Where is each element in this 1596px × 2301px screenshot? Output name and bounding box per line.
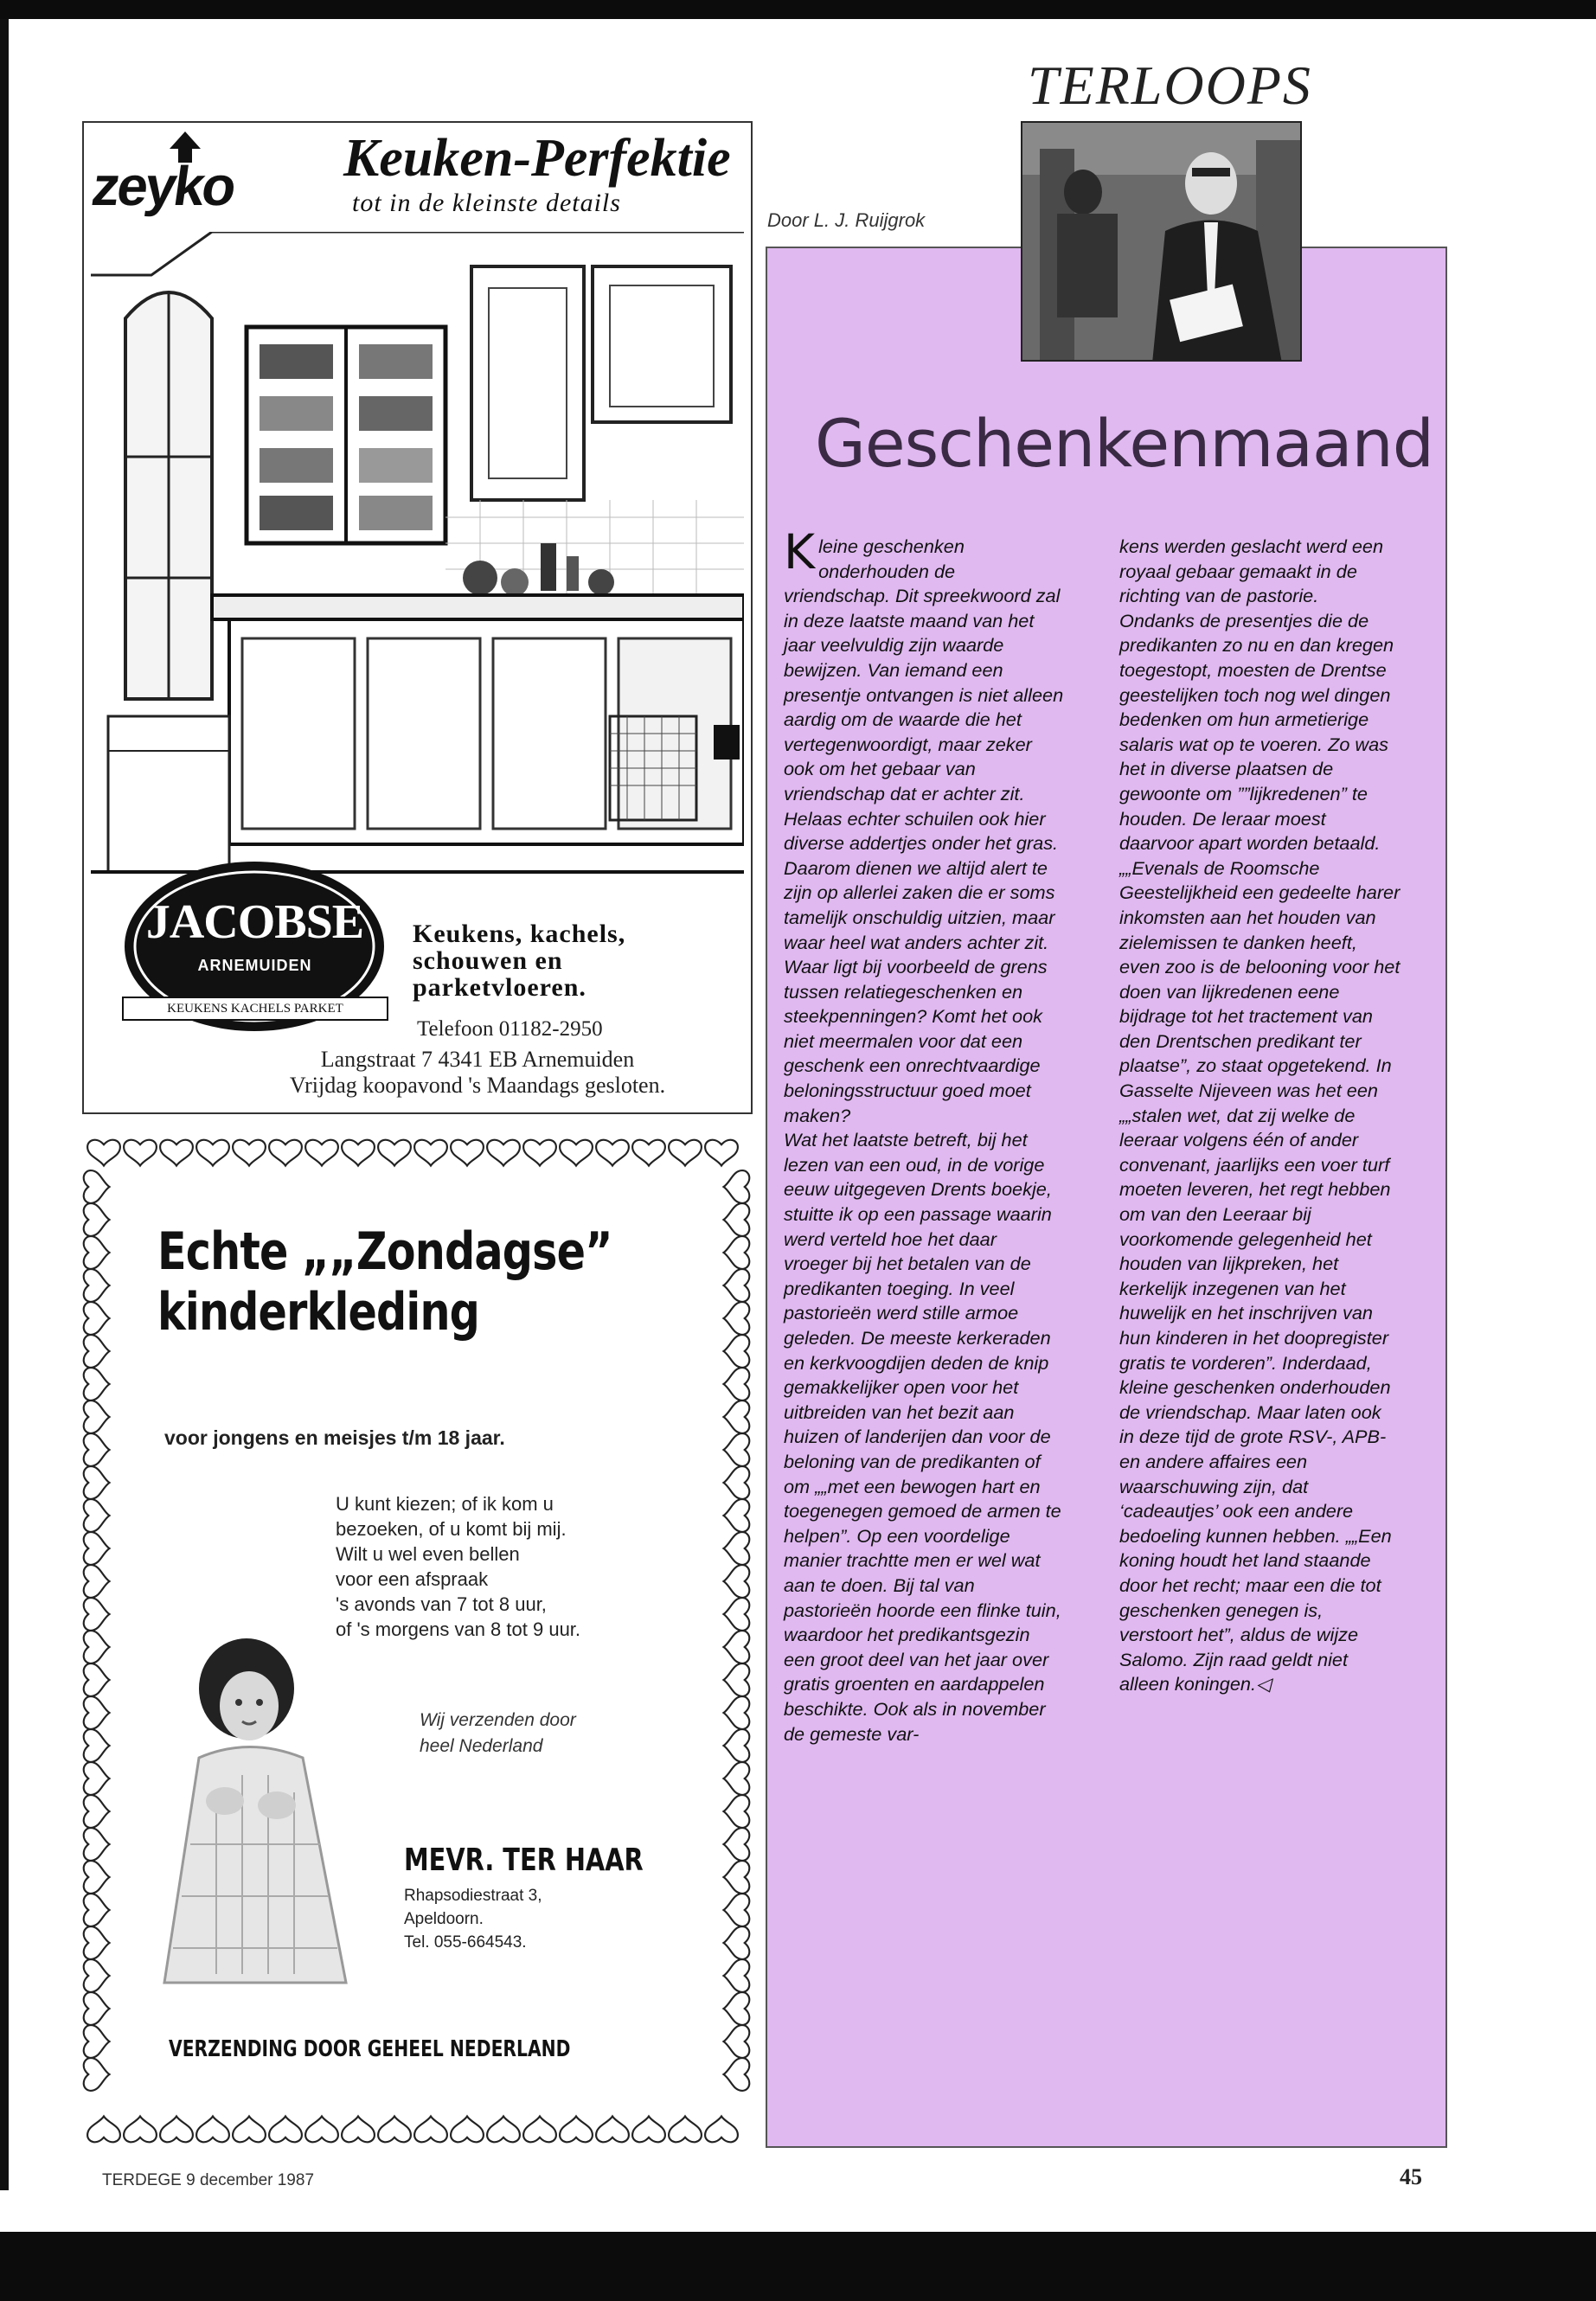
heart-ornament [724,1729,750,1762]
heart-ornament [342,1140,375,1166]
heart-ornament [233,2117,266,2143]
heart-ornament [487,2117,520,2143]
heart-ornament [724,2025,750,2058]
heart-ornament [305,1140,338,1166]
heart-ornament [523,2117,556,2143]
heart-ornament [84,1565,110,1598]
kitchen-advertisement [82,121,753,1114]
body-line: of 's morgens van 8 tot 9 uur. [336,1618,581,1640]
column-2-text [1119,535,1400,1695]
author-photo [1021,121,1302,362]
kids-clothing-advertisement [82,1135,753,2147]
products-text: Keukens, kachels, schouwen en parketvloeren. [413,920,626,1002]
heart-ornament [724,1302,750,1335]
article-column-2 [1119,535,1401,1697]
jacobse-logo-icon [119,856,391,1051]
page-number: 45 [1400,2164,1422,2189]
body-line: U kunt kiezen; of ik kom u [336,1493,554,1515]
paragraph: Helaas echter schuilen ook hier diverse addertjes onder het gras. Daarom dienen we altijd alert te zijn op allerlei zaken die er soms tamelijk onschuldig uitzien, maar waar heel wat anders achter zit. Waar ligt bij voorbeeld de grens tussen relatiegeschenken en steekpenningen? Komt het ook niet meermalen voor dat een geschenk een onrechtvaardige beloningsstructuur goed moet maken? [784,807,1059,1126]
heart-ornament [84,1598,110,1631]
paragraph: Wat het laatste betreft, bij het lezen van een oud, in de vorige eeuw uitgegeven Drents boekje, stuitte ik op een passage waarin werd verteld hoe het daar vroeger bij het betalen van de predikanten toeging. In veel pastorieën werd stille armoe geleden. De meeste kerkeraden en kerkvoogdijen deden de knip gemakkelijker open voor het uitbreiden van het bezit aan huizen of landerijen dan voor de beloning van de predikanten of om „„met een bewogen hart en toegenegen gemoed de armen te helpen”. Op een voordelige manier trachtte men er wel wat aan te doen. Bij tal van pastorieën hoorde een flinke tuin, waardoor het predikantsgezin een groot deel van het jaar over gratis groenten en aardappelen beschikte. Ook als in november de gemeste var- [784,1129,1061,1745]
ad-headline [157,1221,612,1343]
heart-ornament [196,1140,229,1166]
heart-ornament [705,2117,738,2143]
heart-ornament [560,1140,593,1166]
heart-ornament [342,2117,375,2143]
heart-ornament [84,1795,110,1828]
heart-ornament [669,2117,702,2143]
body-line: bezoeken, of u komt bij mij. [336,1518,567,1540]
heart-ornament [84,1368,110,1400]
heart-ornament [269,2117,302,2143]
heart-ornament [724,1959,750,1992]
left-rule [0,19,9,2190]
body-line: 's avonds van 7 tot 8 uur, [336,1593,547,1615]
heart-ornament [84,1499,110,1532]
heart-ornament [84,1302,110,1335]
seller-address [404,1884,715,1954]
heart-ornament [84,1762,110,1795]
heart-ornament [84,1926,110,1959]
column-1-text [784,524,1064,1745]
heart-ornament [87,2117,120,2143]
section-title: TERLOOPS [1028,54,1312,116]
heart-ornament [378,2117,411,2143]
paragraph: Ondanks de presentjes die de predikanten zo nu en dan kregen toegestopt, moesten de Drentse geestelijken toch nog wel dingen bedenken om hun armetierige salaris wat op te voeren. Zo was het in diverse plaatsen de gewoonte om ””lijkredenen” te houden. De leraar moest daarvoor apart worden betaald. „„Evenals de Roomsche Geestelijkheid een gedeelte harer inkomsten aan het houden van zielemissen te danken heeft, even zoo is de belooning voor het doen van lijkredenen eene bijdrage tot het tractement van den Drentschen predikant ter plaatse”, zo staat opgetekend. In Gasselte Nijeveen was het een „„stalen wet, dat zij welke de leeraar volgens één of ander convenant, jaarlijks een voer turf moeten leveren, het regt hebben om van den Leeraar bij voorkomende gelegenheid het houden van lijkpreken, het kerkelijk inzegenen van het huwelijk en het inschrijven van hun kinderen in het doopregister gratis te vorderen”. Inderdaad, kleine geschenken onderhouden de vriendschap. Maar laten ook in deze tijd de grote RSV-, APB- en andere affaires een waarschuwing zijn, dat ‘cadeautjes’ ook een andere bedoeling kunnen hebben. „„Een koning houdt het land staande door het recht; maar een die tot geschenken genegen is, verstoort het”, aldus de wijze Salomo. Zijn raad geldt niet alleen koningen.◁ [1119,609,1401,1695]
heart-ornament [160,1140,193,1166]
heart-ornament [632,1140,665,1166]
heart-ornament [724,1861,750,1894]
heart-ornament [414,2117,447,2143]
address-line-2: Vrijdag koopavond 's Maandags gesloten. [289,1073,666,1098]
child-photo [147,1619,372,2017]
paragraph: leine geschenken onderhouden de vriendschap. Dit spreekwoord zal in deze laatste maand van het jaar veelvuldig zijn waarde bewijzen. Van iemand een presentje ontvangen is niet alleen aardig om de waarde die het vertegenwoordigt, maar zeker ook om het gebaar van vriendschap dat er achter zit. [784,535,1064,804]
address-line-1: Langstraat 7 4341 EB Arnemuiden [320,1047,635,1072]
heart-ornament [84,1269,110,1302]
paragraph: kens werden geslacht werd een royaal gebaar gemaakt in de richting van de pastorie. [1119,535,1384,607]
heart-ornament [632,2117,665,2143]
heart-ornament [233,1140,266,1166]
headline-line-2: kinderkleding [157,1282,480,1343]
heart-ornament [84,1696,110,1729]
heart-ornament [596,2117,629,2143]
heart-ornament [196,2117,229,2143]
ad-title: Keuken-Perfektie [343,129,731,188]
heart-ornament [724,1170,750,1203]
heart-ornament [84,1400,110,1433]
heart-ornament [724,1203,750,1236]
heart-ornament [84,1532,110,1565]
heart-ornament [84,2058,110,2091]
heart-ornament [451,1140,484,1166]
shipping-note [420,1708,644,1759]
heart-ornament [596,1140,629,1166]
heart-ornament [669,1140,702,1166]
heart-ornament [84,1466,110,1499]
heart-ornament [560,2117,593,2143]
store-strip: KEUKENS KACHELS PARKET [122,997,388,1021]
store-phone: Telefoon 01182-2950 [417,1017,603,1041]
store-town: ARNEMUIDEN [197,957,312,974]
heart-ornament [724,2058,750,2091]
ad-subtitle: tot in de kleinste details [352,189,621,217]
heart-ornament [724,1335,750,1368]
heart-ornament [724,1236,750,1269]
headline-line-1: Echte „„Zondagse” [157,1221,612,1282]
shipping-footer: VERZENDING DOOR GEHEEL NEDERLAND [169,2036,571,2062]
article-headline: Geschenkenmaand [815,405,1433,482]
heart-ornament [87,1140,120,1166]
body-line: Wilt u wel even bellen [336,1543,520,1565]
heart-ornament [724,1631,750,1663]
heart-ornament [724,1532,750,1565]
kitchen-illustration [91,232,744,889]
heart-ornament [724,1762,750,1795]
top-rule [0,0,1596,19]
heart-ornament [84,1335,110,1368]
heart-ornament [84,1170,110,1203]
heart-ornament [84,1894,110,1926]
heart-ornament [84,2025,110,2058]
heart-ornament [84,1828,110,1861]
heart-ornament [724,1400,750,1433]
heart-ornament [724,1926,750,1959]
article-column-1 [784,524,1065,1747]
heart-ornament [724,1696,750,1729]
heart-ornament [724,1663,750,1696]
heart-ornament [414,1140,447,1166]
author-photo-image [1022,123,1302,362]
heart-ornament [724,1565,750,1598]
heart-ornament [724,1368,750,1400]
heart-ornament [523,1140,556,1166]
store-name: JACOBSE [145,895,364,949]
shipping-note-line: Wij verzenden door [420,1710,576,1730]
heart-ornament [84,1203,110,1236]
heart-ornament [724,1795,750,1828]
seller-name: MEVR. TER HAAR [404,1843,644,1878]
heart-ornament [451,2117,484,2143]
heart-ornament [724,1499,750,1532]
heart-ornament [84,1992,110,2025]
heart-ornament [724,1894,750,1926]
heart-ornament [84,1663,110,1696]
heart-ornament [84,1236,110,1269]
body-line: voor een afspraak [336,1568,489,1590]
heart-ornament [269,1140,302,1166]
heart-ornament [124,1140,157,1166]
seller-address-line: Apeldoorn. [404,1910,484,1928]
heart-ornament [84,1861,110,1894]
heart-ornament [84,1729,110,1762]
ages-text: voor jongens en meisjes t/m 18 jaar. [164,1426,505,1449]
heart-ornament [124,2117,157,2143]
heart-ornament [724,1598,750,1631]
seller-address-line: Tel. 055-664543. [404,1933,527,1952]
store-address [205,1047,750,1099]
heart-ornament [724,1992,750,2025]
appointment-text [336,1491,708,1642]
seller-address-line: Rhapsodiestraat 3, [404,1887,542,1905]
heart-ornament [378,1140,411,1166]
zeyko-logo: zeyko [87,155,238,217]
heart-ornament [160,2117,193,2143]
dropcap: K [784,524,816,580]
heart-ornament [724,1269,750,1302]
shipping-note-line: heel Nederland [420,1736,543,1756]
issue-label: TERDEGE 9 december 1987 [102,2171,315,2189]
heart-ornament [84,1959,110,1992]
heart-ornament [487,1140,520,1166]
heart-ornament [724,1466,750,1499]
heart-ornament [84,1433,110,1466]
heart-ornament [724,1433,750,1466]
heart-ornament [305,2117,338,2143]
heart-ornament [705,1140,738,1166]
bottom-rule [0,2232,1596,2301]
heart-ornament [724,1828,750,1861]
byline: Door L. J. Ruijgrok [767,209,926,231]
heart-ornament [84,1631,110,1663]
